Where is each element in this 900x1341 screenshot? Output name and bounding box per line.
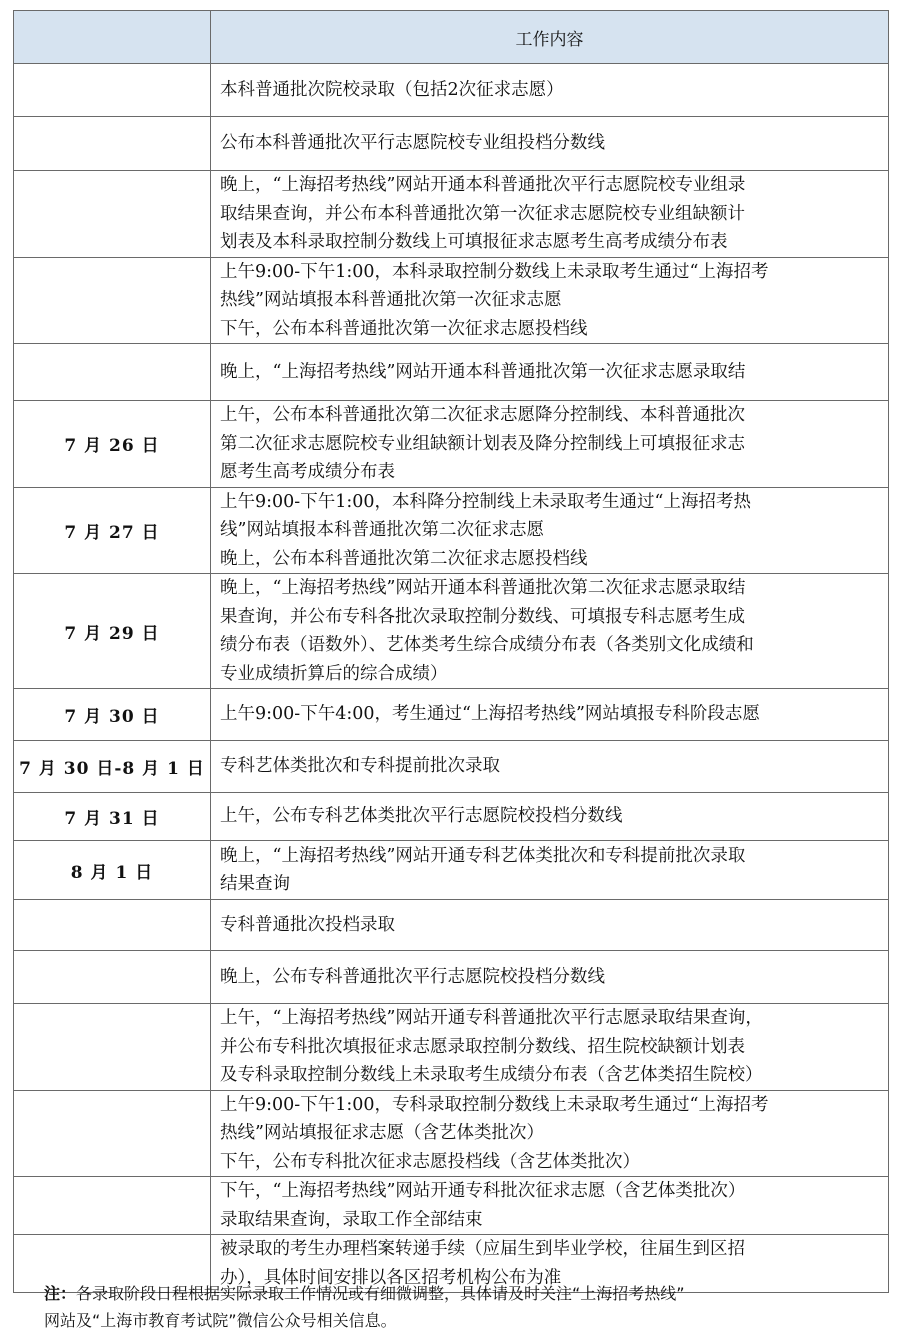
work-content-cell xyxy=(211,741,889,793)
table-row xyxy=(14,793,889,841)
work-content-line: 果查询，并公布专科各批次录取控制分数线、可填报专科志愿考生成 xyxy=(220,606,745,627)
footnote-text-1: 各录取阶段日程根据实际录取工作情况或有细微调整，具体请及时关注“上海招考热线” xyxy=(76,1284,685,1303)
work-column-header: 工作内容 xyxy=(211,11,889,64)
work-content-line: 晚上，公布本科普通批次第二次征求志愿投档线 xyxy=(220,548,588,569)
work-content-line: 第二次征求志愿院校专业组缺额计划表及降分控制线上可填报征求志 xyxy=(220,433,745,454)
table-row xyxy=(14,951,889,1004)
work-content-cell xyxy=(211,1090,889,1177)
date-cell xyxy=(14,1177,211,1235)
work-content-cell xyxy=(211,64,889,117)
table-row xyxy=(14,487,889,574)
work-content-line: 愿考生高考成绩分布表 xyxy=(220,462,395,482)
work-content-line: 绩分布表（语数外）、艺体类考生综合成绩分布表（各类别文化成绩和 xyxy=(220,635,754,655)
date-column-header xyxy=(14,11,211,64)
work-content-line: 录取结果查询，录取工作全部结束 xyxy=(220,1209,483,1230)
date-cell xyxy=(14,171,211,258)
work-content-line: 划表及本科录取控制分数线上可填报征求志愿考生高考成绩分布表 xyxy=(220,232,728,252)
date-cell xyxy=(14,1090,211,1177)
work-content-line: 线”网站填报本科普通批次第二次征求志愿 xyxy=(220,520,544,540)
table-row xyxy=(14,344,889,401)
work-content-line: 上午，“上海招考热线”网站开通专科普通批次平行志愿录取结果查询， xyxy=(220,1008,763,1028)
work-content-line: 及专科录取控制分数线上未录取考生成绩分布表（含艺体类招生院校） xyxy=(220,1065,763,1085)
work-content-line: 上午，公布专科艺体类批次平行志愿院校投档分数线 xyxy=(220,806,623,827)
table-row xyxy=(14,900,889,951)
work-content-line: 上午9:00-下午1:00，专科录取控制分数线上未录取考生通过“上海招考 xyxy=(220,1094,769,1115)
work-content-line: 下午，公布本科普通批次第一次征求志愿投档线 xyxy=(220,318,588,339)
table-row xyxy=(14,401,889,488)
work-content-line: 结果查询 xyxy=(220,874,290,894)
table-row xyxy=(14,689,889,741)
table-row xyxy=(14,64,889,117)
work-content-line: 热线”网站填报本科普通批次第一次征求志愿 xyxy=(220,290,562,310)
admission-schedule-table xyxy=(13,10,889,1293)
table-header-row xyxy=(14,11,889,64)
table-row xyxy=(14,257,889,344)
table-row xyxy=(14,841,889,900)
date-cell: 7 月 27 日 xyxy=(14,487,211,574)
work-content-line: 专科艺体类批次和专科提前批次录取 xyxy=(220,756,500,777)
date-cell xyxy=(14,117,211,171)
work-content-cell xyxy=(211,401,889,488)
date-cell xyxy=(14,951,211,1004)
schedule-body xyxy=(14,64,889,1293)
date-cell xyxy=(14,344,211,401)
table-row xyxy=(14,1090,889,1177)
date-cell: 8 月 1 日 xyxy=(14,841,211,900)
table-row xyxy=(14,1177,889,1235)
footnote-line-2: 网站及“上海市教育考试院”微信公众号相关信息。 xyxy=(44,1311,397,1330)
work-content-line: 晚上，“上海招考热线”网站开通专科艺体类批次和专科提前批次录取 xyxy=(220,845,746,866)
date-cell: 7 月 31 日 xyxy=(14,793,211,841)
work-content-cell xyxy=(211,951,889,1004)
work-content-line: 并公布专科批次填报征求志愿录取控制分数线、招生院校缺额计划表 xyxy=(220,1036,745,1057)
footnote-line-1 xyxy=(44,1280,884,1307)
table-row xyxy=(14,574,889,689)
work-content-cell xyxy=(211,793,889,841)
work-content-line: 上午9:00-下午1:00，本科降分控制线上未录取考生通过“上海招考热 xyxy=(220,491,751,512)
work-content-line: 本科普通批次院校录取（包括2次征求志愿） xyxy=(220,79,564,100)
work-content-cell xyxy=(211,171,889,258)
work-content-line: 专科普通批次投档录取 xyxy=(220,914,395,935)
work-content-line: 晚上，公布专科普通批次平行志愿院校投档分数线 xyxy=(220,966,605,987)
work-content-line: 下午，公布专科批次征求志愿投档线（含艺体类批次） xyxy=(220,1151,640,1172)
work-content-line: 上午9:00-下午1:00，本科录取控制分数线上未录取考生通过“上海招考 xyxy=(220,261,769,282)
work-content-cell xyxy=(211,1177,889,1235)
work-content-line: 上午9:00-下午4:00，考生通过“上海招考热线”网站填报专科阶段志愿 xyxy=(220,704,760,725)
date-cell xyxy=(14,64,211,117)
work-content-cell xyxy=(211,841,889,900)
work-content-line: 下午，“上海招考热线”网站开通专科批次征求志愿（含艺体类批次） xyxy=(220,1181,746,1201)
work-content-cell xyxy=(211,117,889,171)
work-content-line: 取结果查询，并公布本科普通批次第一次征求志愿院校专业组缺额计 xyxy=(220,203,745,224)
work-content-line: 晚上，“上海招考热线”网站开通本科普通批次第二次征求志愿录取结 xyxy=(220,578,746,598)
date-cell: 7 月 26 日 xyxy=(14,401,211,488)
date-cell: 7 月 30 日 xyxy=(14,689,211,741)
date-cell xyxy=(14,257,211,344)
table-row xyxy=(14,741,889,793)
work-content-line: 被录取的考生办理档案转递手续（应届生到毕业学校，往届生到区招 xyxy=(220,1239,745,1259)
footnote-label: 注： xyxy=(44,1284,77,1303)
work-content-cell xyxy=(211,1004,889,1091)
table-row xyxy=(14,171,889,258)
table-row xyxy=(14,1004,889,1091)
work-content-cell xyxy=(211,487,889,574)
work-content-line: 公布本科普通批次平行志愿院校专业组投档分数线 xyxy=(220,133,605,154)
table-row xyxy=(14,117,889,171)
date-cell: 7 月 30 日-8 月 1 日 xyxy=(14,741,211,793)
date-cell: 7 月 29 日 xyxy=(14,574,211,689)
work-content-line: 专业成绩折算后的综合成绩） xyxy=(220,663,448,684)
work-content-line: 晚上，“上海招考热线”网站开通本科普通批次平行志愿院校专业组录 xyxy=(220,175,746,195)
work-content-cell xyxy=(211,257,889,344)
work-content-cell xyxy=(211,344,889,401)
work-content-cell xyxy=(211,574,889,689)
work-content-line: 上午，公布本科普通批次第二次征求志愿降分控制线、本科普通批次 xyxy=(220,405,745,425)
date-cell xyxy=(14,900,211,951)
date-cell xyxy=(14,1004,211,1091)
work-content-line: 晚上，“上海招考热线”网站开通本科普通批次第一次征求志愿录取结 xyxy=(220,361,746,382)
work-content-cell xyxy=(211,689,889,741)
work-content-line: 热线”网站填报征求志愿（含艺体类批次） xyxy=(220,1123,544,1143)
work-content-line: 办），具体时间安排以各区招考机构公布为准 xyxy=(220,1267,562,1288)
work-content-cell xyxy=(211,900,889,951)
footnote xyxy=(44,1280,884,1334)
